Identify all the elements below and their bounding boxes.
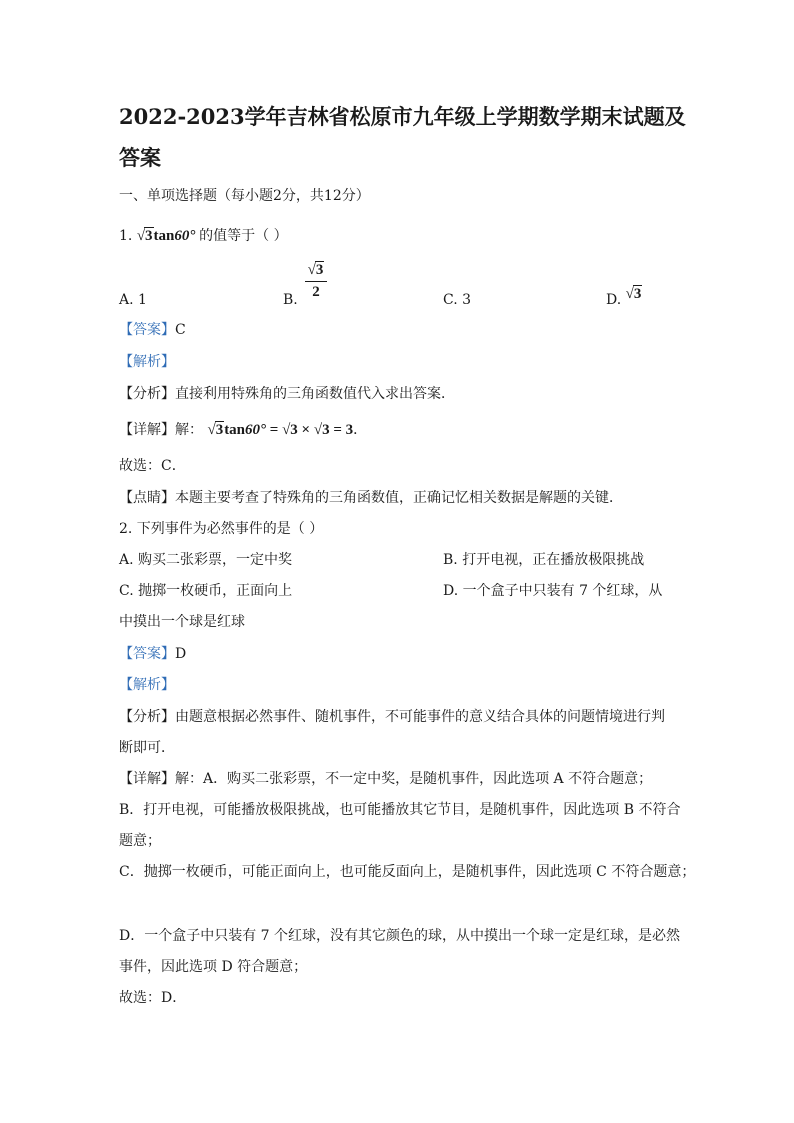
option-d-sqrt: √3 [625,286,642,302]
option-d-prefix: D. [606,292,622,308]
q1-fenxi [119,384,455,404]
q1-option-b-fraction [305,262,327,301]
comment-text: 本题主要考查了特殊角的三角函数值，正确记忆相关数据是解题的关键． [175,490,623,506]
detail-expression: √3tan60° = √3 × √3 = 3 [207,422,354,438]
fenxi-tag: 【分析】 [119,386,175,402]
q1-stem [119,226,288,246]
q1-option-b-prefix: B. [283,292,298,308]
detail-equation: = √3 × √3 = 3 [269,422,354,438]
q2-option-d-line2: 中摸出一个球是红球 [119,614,245,630]
q1-detail [119,420,367,440]
detail-prefix: 解： [175,422,203,438]
document-title-line2: 答案 [119,145,161,170]
q2-fenxi-line1 [119,707,665,727]
q2-detail-a [119,769,652,789]
q2-stem: 2. 下列事件为必然事件的是（ ） [119,521,324,537]
detail-tag: 【详解】 [119,422,175,438]
fraction-numerator: √3 [307,262,324,278]
q2-answer [119,644,186,664]
answer-tag: 【答案】 [119,646,175,662]
q2-detail-b-line1: B．打开电视，可能播放极限挑战，也可能播放其它节目，是随机事件，因此选项 B 不符合 [119,802,681,818]
q1-option-c: C. 3 [443,292,472,308]
q1-stem-suffix: 的值等于（ ） [199,228,288,244]
radicand: 3 [145,228,153,244]
q2-analysis-tag: 【解析】 [119,677,175,693]
q1-answer [119,320,186,340]
q1-option-a: A. 1 [119,292,147,308]
answer-tag: 【答案】 [119,322,175,338]
fenxi-text: 直接利用特殊角的三角函数值代入求出答案． [175,386,455,402]
fenxi-text: 由题意根据必然事件、随机事件，不可能事件的意义结合具体的问题情境进行判 [175,709,665,725]
q1-comment [119,488,623,508]
section-heading: 一、单项选择题（每小题2分，共12分） [119,188,370,204]
q2-option-d-line1: D. 一个盒子中只装有 7 个红球，从 [443,583,663,599]
fraction-denominator: 2 [312,284,320,300]
fraction-bar [305,281,327,282]
q2-detail-c: C．抛掷一枚硬币，可能正面向上，也可能反面向上，是随机事件，因此选项 C 不符合题意； [119,864,696,880]
answer-value: C [175,322,186,338]
sqrt-symbol: √ [136,228,146,244]
q2-choose: 故选：D． [119,990,187,1006]
document-title-line1: 2022-2023学年吉林省松原市九年级上学期数学期末试题及 [119,104,686,129]
angle: 60° [174,228,196,244]
comment-tag: 【点睛】 [119,490,175,506]
detail-end: ． [353,422,368,438]
q2-option-c: C. 抛掷一枚硬币，正面向上 [119,583,293,599]
fenxi-tag: 【分析】 [119,709,175,725]
detail-tag: 【详解】 [119,771,175,787]
q1-analysis-tag: 【解析】 [119,354,175,370]
q1-number: 1. [119,228,133,244]
q1-expression [137,228,199,244]
detail-a-text: 解：A．购买二张彩票，不一定中奖，是随机事件，因此选项 A 不符合题意； [175,771,653,787]
q2-option-a: A. 购买二张彩票，一定中奖 [119,552,293,568]
q2-detail-d-line1: D．一个盒子中只装有 7 个红球，没有其它颜色的球，从中摸出一个球一定是红球，是必然 [119,928,681,944]
q2-detail-b-line2: 题意； [119,833,161,849]
answer-value: D [175,646,187,662]
q2-detail-d-line2: 事件，因此选项 D 符合题意； [119,959,308,975]
q1-option-d [606,286,642,310]
q1-choose: 故选：C． [119,458,186,474]
q2-option-b: B. 打开电视，正在播放极限挑战 [443,552,645,568]
q2-fenxi-line2: 断即可． [119,740,175,756]
tan-function: tan [153,228,175,244]
